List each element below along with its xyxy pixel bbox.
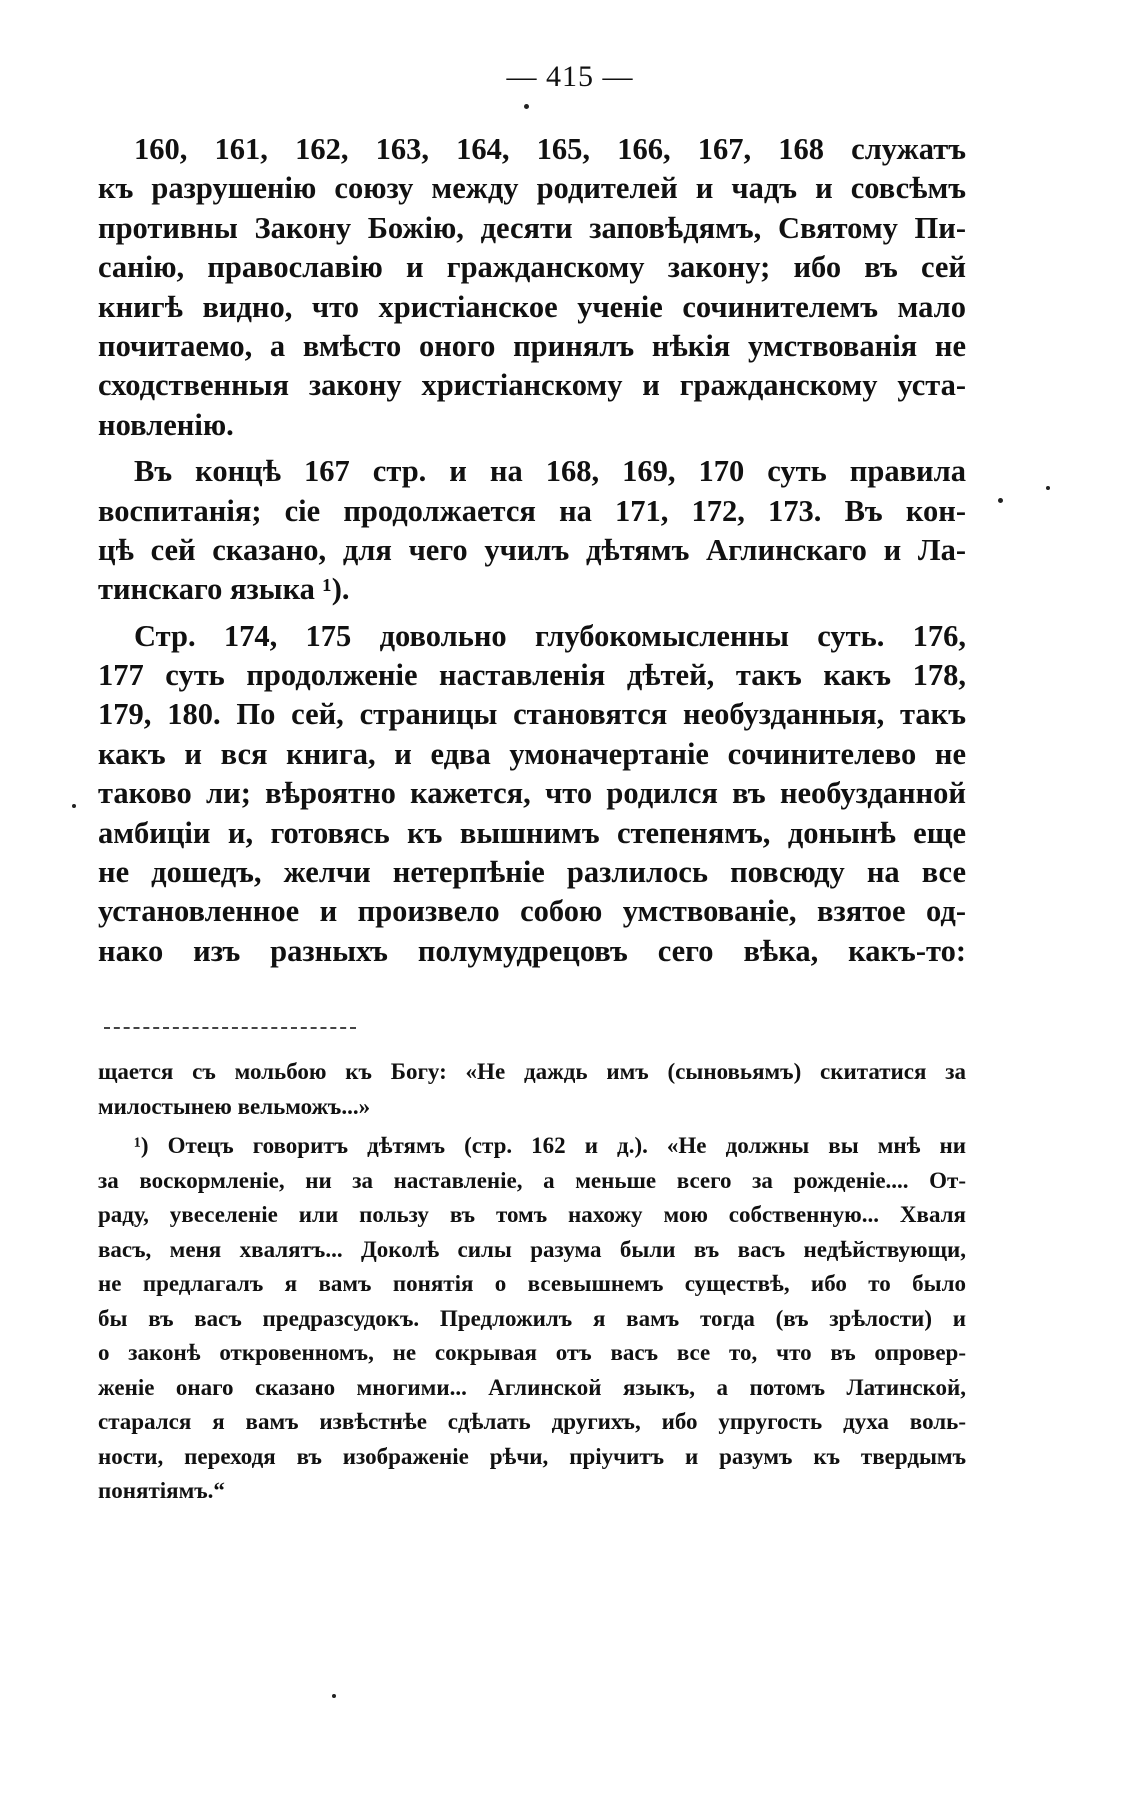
text-line: амбиціи и, готовясь къ вышнимъ степенямъ, донынѣ еще (98, 815, 966, 850)
footnote-continuation (98, 1055, 966, 1124)
text-line: почитаемо, а вмѣсто оного принялъ нѣкія умствованія не (98, 328, 966, 363)
text-line: 179, 180. По сей, страницы становятся необузданныя, такъ (98, 697, 966, 732)
text-line: санію, православію и гражданскому закону; ибо въ сей (98, 250, 966, 285)
text-line: какъ и вся книга, и едва умоначертаніе сочинителево не (98, 736, 966, 771)
footnote-line: понятіямъ.“ (98, 1478, 225, 1503)
text-line: новленію. (98, 407, 234, 442)
text-line: Въ концѣ 167 стр. и на 168, 169, 170 суть правила (134, 454, 966, 489)
footnote-line: о законѣ откровенномъ, не сокрывая отъ васъ все то, что въ опровер- (98, 1340, 966, 1365)
footnote-line: раду, увеселеніе или пользу въ томъ нахожу мою собственную... Хваля (98, 1202, 966, 1227)
text-line: сходственныя закону христіанскому и гражданскому уста- (98, 368, 966, 403)
footnote-1 (98, 1129, 966, 1509)
text-line: установленное и произвело собою умствованіе, взятое од- (98, 894, 966, 929)
footnote-line: женіе онаго сказано многими... Аглинской языкъ, а потомъ Латинской, (98, 1374, 966, 1400)
ink-speck (998, 498, 1003, 503)
text-line: 160, 161, 162, 163, 164, 165, 166, 167, 168 служатъ (134, 132, 966, 166)
text-line: тинскаго языка ¹). (98, 572, 350, 607)
footnote-line: милостынею вельможъ...» (98, 1093, 371, 1119)
ink-speck (1046, 486, 1050, 490)
footnote-line: васъ, меня хвалятъ... Доколѣ силы разума были въ васъ недѣйствующи, (98, 1236, 966, 1262)
footnote-line: старался я вамъ извѣстнѣе сдѣлать другихъ, ибо упругость духа воль- (98, 1409, 966, 1434)
footnote-line: за воскормленіе, ни за наставленіе, а меньше всего за рожденіе.... От- (98, 1167, 966, 1193)
paragraph (98, 617, 966, 972)
text-line: таково ли; вѣроятно кажется, что родился въ необузданной (98, 776, 966, 811)
footnote-separator (104, 1027, 356, 1029)
ink-speck (332, 1694, 336, 1698)
footnote-line: не предлагалъ я вамъ понятія о всевышнемъ существѣ, ибо то было (98, 1271, 966, 1296)
page-number: — 415 — (506, 60, 634, 93)
footnote-line: бы въ васъ предразсудокъ. Предложилъ я вамъ тогда (въ зрѣлости) и (98, 1305, 966, 1331)
text-line: Стр. 174, 175 довольно глубокомысленны суть. 176, (134, 618, 966, 653)
paragraph (98, 452, 966, 610)
text-line: воспитанія; сіе продолжается на 171, 172, 173. Въ кон- (98, 493, 966, 528)
text-line: цѣ сей сказано, для чего училъ дѣтямъ Аглинскаго и Ла- (98, 532, 966, 567)
ink-speck (524, 104, 529, 109)
text-line: нако изъ разныхъ полумудрецовъ сего вѣка, какъ-то: (98, 933, 966, 968)
footnote-line: ности, переходя въ изображеніе рѣчи, пріучитъ и разумъ къ твердымъ (98, 1443, 966, 1469)
footnote-line: ¹) Отецъ говоритъ дѣтямъ (стр. 162 и д.). «Не должны вы мнѣ ни (134, 1133, 966, 1158)
text-line: къ разрушенію союзу между родителей и чадъ и совсѣмъ (98, 171, 966, 206)
text-line: 177 суть продолженіе наставленія дѣтей, такъ какъ 178, (98, 658, 966, 693)
ink-speck (72, 804, 76, 808)
paragraph (98, 130, 966, 445)
text-line: книгѣ видно, что христіанское ученіе сочинителемъ мало (98, 289, 966, 324)
footnotes (98, 1055, 966, 1509)
text-line: противны Закону Божію, десяти заповѣдямъ, Святому Пи- (98, 210, 966, 245)
main-text (98, 130, 966, 971)
text-line: не дошедъ, желчи нетерпѣніе разлилось повсюду на все (98, 855, 966, 890)
footnote-line: щается съ мольбою къ Богу: «Не даждь имъ (сыновьямъ) скитатися за (98, 1059, 966, 1084)
